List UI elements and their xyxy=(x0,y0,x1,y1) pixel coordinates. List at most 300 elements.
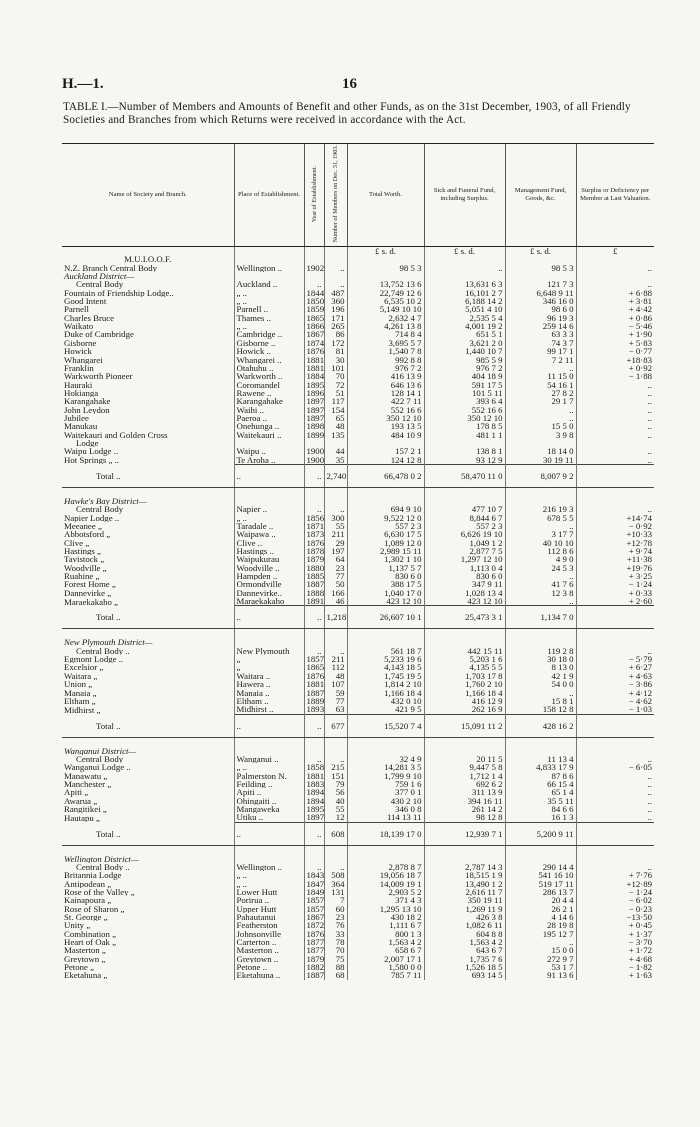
cell-year: .. xyxy=(304,606,324,629)
cell-place: Hastings .. xyxy=(234,547,304,555)
cell-sick: 404 18 9 xyxy=(424,372,505,380)
table-row xyxy=(62,705,654,714)
table-row xyxy=(62,930,654,938)
cell-name: Abbotsford „ xyxy=(64,530,111,539)
cell-place: Gisborne .. xyxy=(234,339,304,347)
cell-name: Central Body .. xyxy=(76,646,130,656)
cell-place: Carterton .. xyxy=(234,938,304,946)
cell-members xyxy=(324,638,347,646)
cell-year: .. xyxy=(304,822,324,845)
cell-year: 1873 xyxy=(304,530,324,538)
cell-surplus: + 9·74 xyxy=(576,547,654,555)
cell-year: 1891 xyxy=(304,597,324,606)
table-row xyxy=(62,755,654,763)
table-row xyxy=(62,406,654,414)
cell-worth: 6,535 10 2 xyxy=(347,297,424,305)
cell-sick: 1,712 1 4 xyxy=(424,772,505,780)
cell-name: Union „ xyxy=(64,680,93,689)
cell-sick: 4,001 19 2 xyxy=(424,322,505,330)
cell-members: .. xyxy=(324,280,347,288)
cell-members: 30 xyxy=(324,356,347,364)
cell-sick: 13,490 1 2 xyxy=(424,880,505,888)
cell-members xyxy=(324,497,347,505)
cell-name: Ruahine „ xyxy=(64,572,100,581)
cell-place: Maraekakaho xyxy=(234,597,304,606)
cell-sick: 25,473 3 1 xyxy=(424,606,505,629)
cell-year: 1867 xyxy=(304,330,324,338)
cell-year: 1887 xyxy=(304,971,324,979)
cell-worth: 714 8 4 xyxy=(347,330,424,338)
cell-surplus: + 1·72 xyxy=(576,946,654,954)
cell-members: 33 xyxy=(324,930,347,938)
cell-year xyxy=(304,497,324,505)
cell-sick xyxy=(424,638,505,646)
table-row xyxy=(62,672,654,680)
cell-worth: 1,137 5 7 xyxy=(347,564,424,572)
cell-mgmt: 428 16 2 xyxy=(505,714,576,737)
cell-sick: 101 5 11 xyxy=(424,389,505,397)
spacer-cell xyxy=(505,737,576,747)
cell-place: Whangarei .. xyxy=(234,356,304,364)
cell-mgmt xyxy=(505,855,576,863)
cell-sick: 976 7 2 xyxy=(424,364,505,372)
cell-sick: 416 12 9 xyxy=(424,697,505,705)
cell-sick: 9,447 5 8 xyxy=(424,763,505,771)
cell-worth xyxy=(347,439,424,447)
table-row xyxy=(62,680,654,688)
spacer-row xyxy=(62,737,654,747)
table-body xyxy=(62,247,654,980)
table-row xyxy=(62,289,654,297)
cell-surplus: + 0·86 xyxy=(576,314,654,322)
cell-place: Parnell .. xyxy=(234,305,304,313)
cell-members: 79 xyxy=(324,780,347,788)
cell-year: 1876 xyxy=(304,930,324,938)
cell-place: .. xyxy=(234,464,304,487)
cell-mgmt: 4 14 6 xyxy=(505,913,576,921)
cell-place: Hawera .. xyxy=(234,680,304,688)
cell-sick: 2,535 5 4 xyxy=(424,314,505,322)
table-row xyxy=(62,347,654,355)
cell-surplus: + 6·88 xyxy=(576,289,654,297)
cell-surplus: − 1·82 xyxy=(576,963,654,971)
cell-worth: 552 16 6 xyxy=(347,406,424,414)
cell-members: 88 xyxy=(324,963,347,971)
cell-surplus: − 6·02 xyxy=(576,896,654,904)
spacer-cell xyxy=(424,845,505,855)
cell-place: Pahautanui xyxy=(234,913,304,921)
table-row xyxy=(62,522,654,530)
spacer-cell xyxy=(234,629,304,639)
cell-members: 2,740 xyxy=(324,464,347,487)
cell-members: .. xyxy=(324,264,347,272)
col-header-place: Place of Establishment. xyxy=(234,144,304,247)
cell-year: 1888 xyxy=(304,589,324,597)
table-row xyxy=(62,530,654,538)
table-row xyxy=(62,514,654,522)
cell-surplus: − 5·46 xyxy=(576,322,654,330)
cell-mgmt: 16 1 3 xyxy=(505,813,576,822)
cell-year: 1897 xyxy=(304,397,324,405)
cell-mgmt: 35 5 11 xyxy=(505,797,576,805)
table-row xyxy=(62,780,654,788)
cell-sick: 442 15 11 xyxy=(424,647,505,655)
cell-place: Taradale .. xyxy=(234,522,304,530)
cell-members: 364 xyxy=(324,880,347,888)
table-row xyxy=(62,921,654,929)
cell-surplus xyxy=(576,714,654,737)
cell-place: Waitara .. xyxy=(234,672,304,680)
cell-year: 1889 xyxy=(304,697,324,705)
cell-mgmt: .. xyxy=(505,364,576,372)
cell-members: 300 xyxy=(324,514,347,522)
cell-worth: 2,903 5 2 xyxy=(347,888,424,896)
cell-name: Auckland District— xyxy=(64,272,135,281)
table-row xyxy=(62,280,654,288)
cell-members: 608 xyxy=(324,822,347,845)
cell-name: Midhirst „ xyxy=(64,705,101,715)
district-heading-row xyxy=(62,747,654,755)
cell-surplus xyxy=(576,822,654,845)
cell-surplus: .. xyxy=(576,389,654,397)
cell-place: Wellington .. xyxy=(234,863,304,871)
table-row xyxy=(62,946,654,954)
cell-surplus: − 0·92 xyxy=(576,522,654,530)
table-row xyxy=(62,505,654,513)
spacer-cell xyxy=(324,487,347,497)
cell-members: 70 xyxy=(324,372,347,380)
cell-surplus xyxy=(576,272,654,280)
cell-members: 68 xyxy=(324,971,347,979)
cell-mgmt: .. xyxy=(505,522,576,530)
cell-surplus: .. xyxy=(576,805,654,813)
cell-members: 23 xyxy=(324,913,347,921)
cell-name: Wellington District— xyxy=(64,854,139,863)
cell-mgmt: 3 17 7 xyxy=(505,530,576,538)
cell-mgmt xyxy=(505,747,576,755)
spacer-cell xyxy=(347,629,424,639)
cell-name: Jubilee xyxy=(64,413,89,423)
table-row xyxy=(62,913,654,921)
cell-members xyxy=(324,255,347,263)
table-row xyxy=(62,555,654,563)
cell-members: 86 xyxy=(324,330,347,338)
cell-place: Howick .. xyxy=(234,347,304,355)
cell-worth: 561 18 7 xyxy=(347,647,424,655)
cell-members: 508 xyxy=(324,871,347,879)
spacer-cell xyxy=(505,845,576,855)
cell-name: Egmont Lodge .. xyxy=(64,655,124,664)
cell-surplus: .. xyxy=(576,772,654,780)
cell-sick: 1,166 18 4 xyxy=(424,689,505,697)
cell-mgmt: 91 13 6 xyxy=(505,971,576,979)
cell-place: Waipu .. xyxy=(234,447,304,455)
cell-members: 29 xyxy=(324,539,347,547)
cell-members: .. xyxy=(324,863,347,871)
cell-name: N.Z. Branch Central Body xyxy=(64,263,158,273)
cell-members xyxy=(324,855,347,863)
cell-members xyxy=(324,747,347,755)
table-row xyxy=(62,422,654,430)
cell-name: New Plymouth District— xyxy=(64,638,153,647)
cell-surplus: .. xyxy=(576,397,654,405)
table-row xyxy=(62,971,654,979)
cell-sick: 98 12 8 xyxy=(424,813,505,822)
cell-name: Dannevirke „ xyxy=(64,588,112,598)
cell-members xyxy=(324,272,347,280)
cell-mgmt: 15 5 0 xyxy=(505,422,576,430)
cell-sick: 16,101 2 7 xyxy=(424,289,505,297)
spacer-cell xyxy=(347,737,424,747)
cell-worth: 800 1 3 xyxy=(347,930,424,938)
cell-year: 1898 xyxy=(304,422,324,430)
spacer-cell xyxy=(304,629,324,639)
cell-place: New Plymouth xyxy=(234,647,304,655)
cell-members: 196 xyxy=(324,305,347,313)
cell-mgmt: 84 6 6 xyxy=(505,805,576,813)
cell-year: 1858 xyxy=(304,763,324,771)
cell-sick: 311 13 9 xyxy=(424,788,505,796)
col-header-members-text: Number of Members on Dec. 31, 1903. xyxy=(332,145,339,243)
cell-worth: 1,111 6 7 xyxy=(347,921,424,929)
cell-name: Manchester „ xyxy=(64,779,112,789)
cell-mgmt: 11 13 4 xyxy=(505,755,576,763)
cell-surplus: +14·74 xyxy=(576,514,654,522)
cell-surplus: .. xyxy=(576,406,654,414)
cell-surplus: + 0·92 xyxy=(576,364,654,372)
cell-surplus: .. xyxy=(576,755,654,763)
cell-place: Masterton .. xyxy=(234,946,304,954)
cell-place: Wellington .. xyxy=(234,264,304,272)
unit-cell: £ s. d. xyxy=(347,247,424,256)
cell-name: Greytown „ xyxy=(64,954,106,964)
cell-mgmt: 12 3 8 xyxy=(505,589,576,597)
cell-place xyxy=(234,439,304,447)
cell-mgmt: 20 4 4 xyxy=(505,896,576,904)
cell-year: .. xyxy=(304,647,324,655)
table-row xyxy=(62,314,654,322)
cell-mgmt: 6,648 9 11 xyxy=(505,289,576,297)
cell-mgmt: 290 14 4 xyxy=(505,863,576,871)
cell-worth: 22,749 12 6 xyxy=(347,289,424,297)
cell-mgmt: 54 0 0 xyxy=(505,680,576,688)
cell-members: 70 xyxy=(324,946,347,954)
cell-name: Howick xyxy=(64,347,92,356)
cell-name: Total .. xyxy=(62,822,234,845)
cell-place: „ .. xyxy=(234,322,304,330)
cell-members: 677 xyxy=(324,714,347,737)
cell-sick: 1,049 1 2 xyxy=(424,539,505,547)
spacer-cell xyxy=(234,845,304,855)
cell-year: 1895 xyxy=(304,805,324,813)
cell-place: Lower Hutt xyxy=(234,888,304,896)
cell-mgmt: 15 8 1 xyxy=(505,697,576,705)
cell-worth: 124 12 8 xyxy=(347,456,424,465)
cell-sick: 1,269 11 9 xyxy=(424,905,505,913)
cell-worth: 2,632 4 7 xyxy=(347,314,424,322)
cell-mgmt: 24 5 3 xyxy=(505,564,576,572)
cell-mgmt: 40 10 10 xyxy=(505,539,576,547)
cell-mgmt: .. xyxy=(505,406,576,414)
cell-place: Johnsonville xyxy=(234,930,304,938)
cell-worth: 646 13 6 xyxy=(347,381,424,389)
cell-mgmt: 286 13 7 xyxy=(505,888,576,896)
cell-name: Apiti „ xyxy=(64,788,89,797)
cell-members: 171 xyxy=(324,314,347,322)
cell-place: Ohingaiti .. xyxy=(234,797,304,805)
cell-name: Maraekakaho „ xyxy=(64,597,118,606)
table-row xyxy=(62,547,654,555)
cell-year: 1865 xyxy=(304,663,324,671)
cell-surplus: + 7·76 xyxy=(576,871,654,879)
table-row xyxy=(62,647,654,655)
table-title xyxy=(63,101,653,127)
cell-worth: 2,989 15 11 xyxy=(347,547,424,555)
cell-worth xyxy=(347,255,424,263)
spacer-cell xyxy=(304,737,324,747)
cell-place: Waihi .. xyxy=(234,406,304,414)
cell-name: Waitara „ xyxy=(64,671,98,681)
cell-place: „ xyxy=(234,655,304,663)
cell-place: Ormondville xyxy=(234,580,304,588)
cell-members: 131 xyxy=(324,888,347,896)
cell-worth: 759 1 6 xyxy=(347,780,424,788)
cell-place: „ .. xyxy=(234,289,304,297)
cell-place: Greytown .. xyxy=(234,955,304,963)
cell-members: 7 xyxy=(324,896,347,904)
col-header-sick: Sick and Funeral Fund, including Surplus. xyxy=(424,144,505,247)
cell-mgmt: 3 9 8 xyxy=(505,431,576,439)
cell-place: Woodville .. xyxy=(234,564,304,572)
cell-members: 23 xyxy=(324,564,347,572)
cell-mgmt: 8,007 9 2 xyxy=(505,464,576,487)
cell-members: 78 xyxy=(324,938,347,946)
cell-members xyxy=(324,439,347,447)
col-header-surplus: Surplus or Deficiency per Member at Last Valuation. xyxy=(576,144,654,247)
cell-surplus: .. xyxy=(576,797,654,805)
cell-members: 101 xyxy=(324,364,347,372)
district-heading-row xyxy=(62,638,654,646)
cell-members: 48 xyxy=(324,672,347,680)
cell-worth: 1,540 7 8 xyxy=(347,347,424,355)
cell-members: 77 xyxy=(324,572,347,580)
unit-cell: £ s. d. xyxy=(424,247,505,256)
cell-surplus xyxy=(576,255,654,263)
cell-mgmt: 26 2 1 xyxy=(505,905,576,913)
cell-surplus: .. xyxy=(576,456,654,465)
cell-sick: 2,616 11 7 xyxy=(424,888,505,896)
cell-surplus: .. xyxy=(576,780,654,788)
cell-year: 1872 xyxy=(304,921,324,929)
spacer-cell xyxy=(505,487,576,497)
cell-surplus: .. xyxy=(576,813,654,822)
cell-year: 1874 xyxy=(304,339,324,347)
cell-mgmt: 41 7 6 xyxy=(505,580,576,588)
spacer-cell xyxy=(505,629,576,639)
cell-worth: 658 6 7 xyxy=(347,946,424,954)
cell-worth: 4,261 13 8 xyxy=(347,322,424,330)
cell-place xyxy=(234,855,304,863)
cell-members: .. xyxy=(324,755,347,763)
cell-mgmt: 28 19 8 xyxy=(505,921,576,929)
cell-mgmt xyxy=(505,439,576,447)
cell-members: 112 xyxy=(324,663,347,671)
cell-surplus xyxy=(576,439,654,447)
table-row xyxy=(62,439,654,447)
cell-members: 107 xyxy=(324,680,347,688)
cell-name: Meeanee „ xyxy=(64,522,102,531)
total-row xyxy=(62,606,654,629)
cell-sick: 4,135 5 5 xyxy=(424,663,505,671)
cell-members: 154 xyxy=(324,406,347,414)
cell-members: 60 xyxy=(324,905,347,913)
cell-sick: .. xyxy=(424,264,505,272)
cell-sick: 830 6 0 xyxy=(424,572,505,580)
cell-name: Combination „ xyxy=(64,929,117,939)
cell-mgmt: 4 9 0 xyxy=(505,555,576,563)
cell-name: Heart of Oak „ xyxy=(64,938,117,947)
cell-worth: 371 4 3 xyxy=(347,896,424,904)
table-row xyxy=(62,322,654,330)
cell-year: 1899 xyxy=(304,431,324,439)
cell-year xyxy=(304,272,324,280)
cell-name: Forest Home „ xyxy=(64,580,116,589)
cell-worth: 14,281 3 5 xyxy=(347,763,424,771)
cell-place: Manaia .. xyxy=(234,689,304,697)
cell-name: Masterton „ xyxy=(64,946,106,955)
cell-name: Rose of Sharon „ xyxy=(64,904,125,914)
cell-mgmt: 8 13 0 xyxy=(505,663,576,671)
cell-year: 1894 xyxy=(304,797,324,805)
cell-worth: 1,799 9 10 xyxy=(347,772,424,780)
cell-sick: 1,563 4 2 xyxy=(424,938,505,946)
cell-name: Warkworth Pioneer xyxy=(64,372,133,381)
cell-place: Mangaweka xyxy=(234,805,304,813)
cell-worth: 2,878 8 7 xyxy=(347,863,424,871)
cell-surplus: + 2·60 xyxy=(576,597,654,606)
table-row xyxy=(62,264,654,272)
cell-members: 166 xyxy=(324,589,347,597)
cell-year: 1847 xyxy=(304,880,324,888)
spacer-cell xyxy=(576,487,654,497)
cell-mgmt: .. xyxy=(505,597,576,606)
cell-worth: 484 10 9 xyxy=(347,431,424,439)
cell-year: .. xyxy=(304,280,324,288)
cell-year: 1897 xyxy=(304,414,324,422)
spacer-cell xyxy=(347,487,424,497)
cell-members: 172 xyxy=(324,339,347,347)
cell-sick: 643 6 7 xyxy=(424,946,505,954)
col-header-year xyxy=(304,144,324,247)
cell-members: 72 xyxy=(324,381,347,389)
table-title-lead: TABLE I.— xyxy=(63,101,119,113)
cell-year: 1895 xyxy=(304,381,324,389)
cell-members: 265 xyxy=(324,322,347,330)
cell-sick: 2,877 7 5 xyxy=(424,547,505,555)
unit-cell: £ s. d. xyxy=(505,247,576,256)
cell-year: 1897 xyxy=(304,813,324,822)
cell-sick: 347 9 11 xyxy=(424,580,505,588)
cell-surplus: .. xyxy=(576,280,654,288)
cell-sick: 604 8 8 xyxy=(424,930,505,938)
cell-name: Manukau xyxy=(64,422,98,431)
cell-sick: 481 1 1 xyxy=(424,431,505,439)
col-header-name: Name of Society and Branch. xyxy=(62,144,234,247)
cell-name: Rose of the Valley „ xyxy=(64,888,135,897)
cell-worth: 14,009 19 1 xyxy=(347,880,424,888)
cell-name: Hawke's Bay District— xyxy=(64,496,147,506)
cell-name: Good Intent xyxy=(64,297,107,306)
